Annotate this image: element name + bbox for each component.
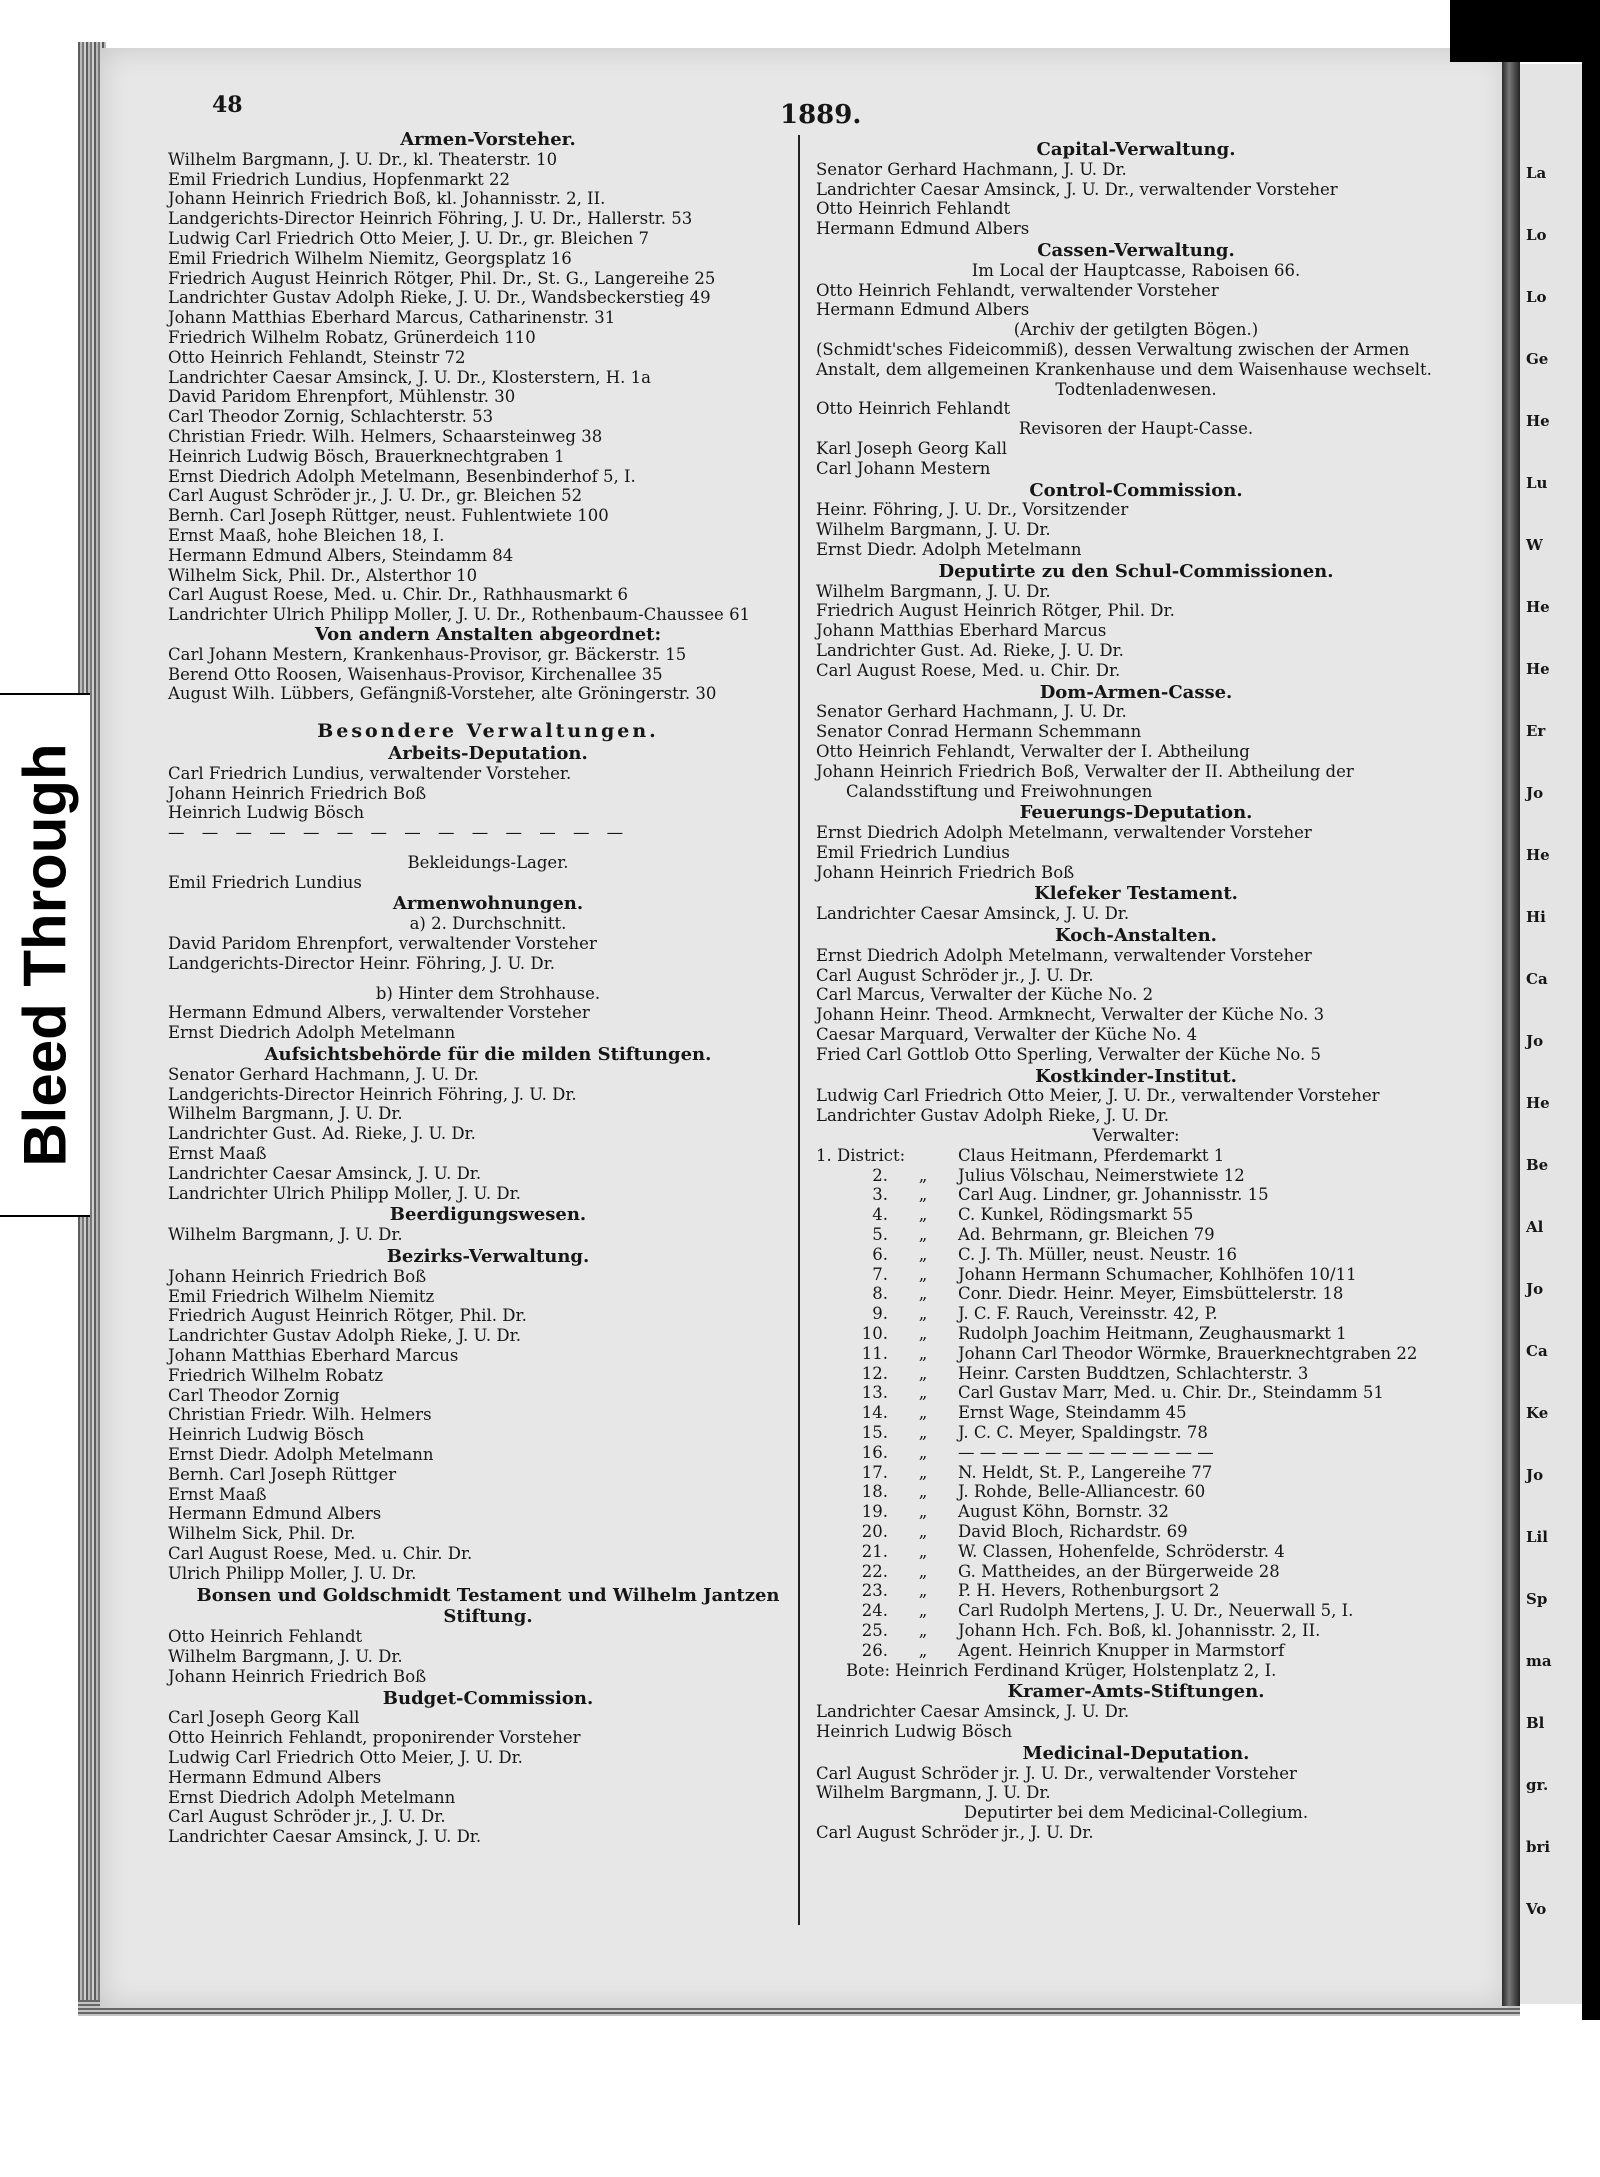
district-administrator: Julius Völschau, Neimerstwiete 12	[958, 1165, 1245, 1185]
ditto-mark: „	[918, 1640, 928, 1660]
bleed-through-label-box	[0, 693, 90, 1217]
next-page-fragment: Lo	[1526, 288, 1547, 306]
entry-line: Landrichter Caesar Amsinck, J. U. Dr.	[168, 1827, 482, 1847]
ditto-mark: „	[918, 1541, 928, 1561]
entry-line: Hermann Edmund Albers, Steindamm 84	[168, 545, 514, 565]
entry-line: Landrichter Gustav Adolph Rieke, J. U. Dr.	[816, 1106, 1169, 1126]
centered-subtitle: Im Local der Hauptcasse, Raboisen 66.	[971, 260, 1301, 280]
entry-line: Carl Marcus, Verwalter der Küche No. 2	[816, 985, 1154, 1005]
next-page-fragment: Hi	[1526, 908, 1546, 926]
entry-line: Wilhelm Bargmann, J. U. Dr.	[816, 1783, 1051, 1803]
district-entry	[816, 1225, 1456, 1245]
entry-line: Senator Gerhard Hachmann, J. U. Dr.	[816, 702, 1127, 722]
entry-line: Johann Heinrich Friedrich Boß	[168, 1266, 427, 1286]
next-page-fragment: Ca	[1526, 1342, 1548, 1360]
district-entry	[816, 1463, 1456, 1483]
entry-line: Wilhelm Bargmann, J. U. Dr., kl. Theaterstr. 10	[168, 149, 558, 169]
ditto-mark: „	[918, 1423, 928, 1442]
entry-line: Landgerichts-Director Heinr. Föhring, J. U. Dr.	[168, 953, 555, 973]
district-number: 19.	[861, 1502, 888, 1522]
entry-line: Carl Johann Mestern	[816, 458, 991, 478]
district-number: 3.	[872, 1185, 888, 1205]
next-page-fragment: Jo	[1526, 784, 1544, 802]
major-heading: Besondere Verwaltungen.	[317, 720, 659, 743]
district-entry	[816, 1146, 1456, 1166]
entry-line: Johann Heinrich Friedrich Boß	[816, 862, 1075, 882]
centered-subtitle: (Archiv der getilgten Bögen.)	[1013, 320, 1259, 340]
column-divider	[798, 135, 800, 1925]
district-entry	[816, 1344, 1456, 1364]
spacer	[168, 974, 808, 984]
ditto-mark: „	[918, 1185, 928, 1205]
entry-line: Ernst Diedrich Adolph Metelmann, verwaltender Vorsteher	[816, 945, 1312, 965]
centered-subtitle: Todtenladenwesen.	[1055, 379, 1217, 399]
ditto-mark: „	[918, 1324, 928, 1344]
entry-line: Wilhelm Bargmann, J. U. Dr.	[816, 581, 1051, 601]
district-administrator: Claus Heitmann, Pferdemarkt 1	[958, 1145, 1225, 1165]
district-number: 15.	[861, 1423, 888, 1442]
entry-line: Carl Theodor Zornig, Schlachterstr. 53	[168, 407, 494, 427]
next-page-fragment: Ge	[1526, 350, 1549, 368]
entry-line: Landrichter Caesar Amsinck, J. U. Dr.	[816, 1702, 1130, 1722]
district-entry	[816, 1542, 1456, 1562]
next-page-fragment: W	[1526, 536, 1543, 554]
section-heading: Aufsichtsbehörde für die milden Stiftungen.	[264, 1044, 712, 1066]
entry-line: Fried Carl Gottlob Otto Sperling, Verwalter der Küche No. 5	[816, 1044, 1321, 1064]
section-heading: Kostkinder-Institut.	[1035, 1065, 1237, 1087]
district-administrator: P. H. Hevers, Rothenburgsort 2	[958, 1581, 1220, 1601]
section-heading: Control-Commission.	[1029, 479, 1243, 501]
district-administrator: Heinr. Carsten Buddtzen, Schlachterstr. 3	[958, 1363, 1309, 1383]
entry-line: Carl August Roese, Med. u. Chir. Dr.	[816, 660, 1121, 680]
ditto-mark: „	[918, 1620, 928, 1640]
entry-line: Friedrich Wilhelm Robatz	[168, 1365, 384, 1385]
entry-line: Heinrich Ludwig Bösch	[168, 803, 365, 823]
entry-line: Carl August Roese, Med. u. Chir. Dr.	[168, 1543, 473, 1563]
next-page-fragment: Er	[1526, 722, 1546, 740]
entry-line: Heinrich Ludwig Bösch	[816, 1721, 1013, 1741]
entry-line: Senator Gerhard Hachmann, J. U. Dr.	[168, 1064, 479, 1084]
district-entry	[816, 1403, 1456, 1423]
district-administrator: J. C. F. Rauch, Vereinsstr. 42, P.	[958, 1304, 1218, 1324]
next-page-fragment: Jo	[1526, 1280, 1544, 1298]
entry-line: (Schmidt'sches Fideicommiß), dessen Verwaltung zwischen der Armen	[816, 339, 1410, 359]
entry-line: Johann Heinr. Theod. Armknecht, Verwalter der Küche No. 3	[816, 1005, 1325, 1025]
next-page-fragment: Lu	[1526, 474, 1548, 492]
next-page-fragment: Ke	[1526, 1404, 1549, 1422]
entry-line: Carl August Roese, Med. u. Chir. Dr., Rathhausmarkt 6	[168, 585, 628, 605]
ditto-mark: „	[918, 1383, 928, 1403]
ditto-mark: „	[918, 1244, 928, 1264]
ditto-mark: „	[918, 1581, 928, 1601]
next-page-fragment: Be	[1526, 1156, 1549, 1174]
entry-line: Bernh. Carl Joseph Rüttger, neust. Fuhlentwiete 100	[168, 506, 609, 526]
bleed-through-label: Bleed Through	[11, 743, 79, 1167]
entry-line: Friedrich Wilhelm Robatz, Grünerdeich 110	[168, 327, 536, 347]
district-entry	[816, 1324, 1456, 1344]
district-entry	[816, 1265, 1456, 1285]
entry-line: Carl Johann Mestern, Krankenhaus-Provisor, gr. Bäckerstr. 15	[168, 644, 687, 664]
ditto-mark: „	[918, 1601, 928, 1621]
district-number: 23.	[861, 1581, 888, 1601]
entry-line: Hermann Edmund Albers	[168, 1767, 382, 1787]
entry-line: Landrichter Gust. Ad. Rieke, J. U. Dr.	[168, 1124, 476, 1144]
district-administrator: W. Classen, Hohenfelde, Schröderstr. 4	[958, 1541, 1285, 1561]
section-heading: Stiftung.	[443, 1606, 533, 1628]
left-column	[168, 128, 808, 1847]
district-administrator: Carl Rudolph Mertens, J. U. Dr., Neuerwall 5, I.	[958, 1601, 1354, 1621]
entry-line: Otto Heinrich Fehlandt	[816, 399, 1011, 419]
district-administrator: — — — — — — — — — — — —	[958, 1442, 1214, 1462]
centered-subtitle: Bekleidungs-Lager.	[407, 852, 569, 872]
district-number: 17.	[861, 1462, 888, 1482]
district-administrator: N. Heldt, St. P., Langereihe 77	[958, 1462, 1213, 1482]
entry-line: Landrichter Caesar Amsinck, J. U. Dr.	[168, 1163, 482, 1183]
next-page-fragment: bri	[1526, 1838, 1551, 1856]
district-entry	[816, 1383, 1456, 1403]
next-page-fragment: Jo	[1526, 1032, 1544, 1050]
entry-line: Ulrich Philipp Moller, J. U. Dr.	[168, 1563, 417, 1583]
district-entry	[816, 1245, 1456, 1265]
section-heading: Dom-Armen-Casse.	[1039, 681, 1233, 703]
entry-line: Wilhelm Bargmann, J. U. Dr.	[168, 1646, 403, 1666]
district-number: 12.	[861, 1363, 888, 1383]
district-number: 10.	[861, 1324, 888, 1344]
entry-line: Otto Heinrich Fehlandt, proponirender Vorsteher	[168, 1728, 581, 1748]
ditto-mark: „	[918, 1462, 928, 1482]
next-page-fragment: Al	[1526, 1218, 1544, 1236]
ditto-mark: „	[918, 1482, 928, 1502]
entry-line: Emil Friedrich Wilhelm Niemitz	[168, 1286, 435, 1306]
section-heading: Beerdigungswesen.	[389, 1204, 587, 1226]
centered-subtitle: Deputirter bei dem Medicinal-Collegium.	[963, 1803, 1309, 1823]
next-page-fragment: Ca	[1526, 970, 1548, 988]
ditto-mark: „	[918, 1205, 928, 1225]
entry-line: Ernst Diedr. Adolph Metelmann	[816, 539, 1082, 559]
district-entry	[816, 1364, 1456, 1384]
centered-subtitle: b) Hinter dem Strohhause.	[375, 983, 601, 1003]
district-entry	[816, 1562, 1456, 1582]
district-entry	[816, 1205, 1456, 1225]
entry-line: Hermann Edmund Albers	[168, 1504, 382, 1524]
district-number: 1. District:	[816, 1145, 906, 1165]
section-heading: Cassen-Verwaltung.	[1037, 239, 1235, 261]
next-page-fragment: ma	[1526, 1652, 1552, 1670]
page-number: 48	[212, 92, 243, 118]
district-number: 7.	[872, 1264, 888, 1284]
section-heading: Kramer-Amts-Stiftungen.	[1007, 1681, 1265, 1703]
next-page-fragment: Jo	[1526, 1466, 1544, 1484]
entry-line: Hermann Edmund Albers, verwaltender Vorsteher	[168, 1003, 590, 1023]
indented-line: Bote: Heinrich Ferdinand Krüger, Holstenplatz 2, I.	[846, 1660, 1277, 1680]
entry-line: Heinrich Ludwig Bösch	[168, 1425, 365, 1445]
district-entry	[816, 1641, 1456, 1661]
district-entry	[816, 1185, 1456, 1205]
district-number: 21.	[861, 1541, 888, 1561]
district-number: 18.	[861, 1482, 888, 1502]
district-administrator: G. Mattheides, an der Bürgerweide 28	[958, 1561, 1280, 1581]
entry-line: Landrichter Gustav Adolph Rieke, J. U. Dr.	[168, 1326, 521, 1346]
district-administrator: C. Kunkel, Rödingsmarkt 55	[958, 1205, 1194, 1225]
district-number: 24.	[861, 1601, 888, 1621]
entry-line: Landrichter Ulrich Philipp Moller, J. U. Dr.	[168, 1183, 521, 1203]
centered-subtitle: a) 2. Durchschnitt.	[409, 914, 567, 934]
entry-line: Karl Joseph Georg Kall	[816, 438, 1008, 458]
section-heading: Armenwohnungen.	[392, 893, 584, 915]
section-subheading: Von andern Anstalten abgeordnet:	[314, 623, 662, 645]
right-column	[816, 138, 1456, 1843]
district-administrator: Johann Carl Theodor Wörmke, Brauerknechtgraben 22	[958, 1343, 1418, 1363]
indented-line: Calandsstiftung und Freiwohnungen	[846, 781, 1153, 801]
ditto-mark: „	[918, 1165, 928, 1185]
entry-line: Otto Heinrich Fehlandt, Verwalter der I. Abtheilung	[816, 741, 1250, 761]
entry-line: Bernh. Carl Joseph Rüttger	[168, 1464, 397, 1484]
district-entry	[816, 1482, 1456, 1502]
next-page-fragment: He	[1526, 846, 1550, 864]
section-heading: Medicinal-Deputation.	[1022, 1742, 1250, 1764]
ditto-mark: „	[918, 1225, 928, 1245]
entry-line: Emil Friedrich Wilhelm Niemitz, Georgsplatz 16	[168, 248, 572, 268]
entry-line: Ernst Maaß, hohe Bleichen 18, I.	[168, 525, 445, 545]
entry-line: Otto Heinrich Fehlandt	[168, 1627, 363, 1647]
entry-line: Wilhelm Bargmann, J. U. Dr.	[168, 1104, 403, 1124]
section-heading: Bonsen und Goldschmidt Testament und Wilhelm Jantzen	[196, 1584, 780, 1606]
district-administrator: Rudolph Joachim Heitmann, Zeughausmarkt 1	[958, 1324, 1347, 1344]
entry-line: Carl August Schröder jr., J. U. Dr., gr. Bleichen 52	[168, 486, 583, 506]
entry-line: Christian Friedr. Wilh. Helmers, Schaarsteinweg 38	[168, 426, 603, 446]
entry-line: Wilhelm Sick, Phil. Dr., Alsterthor 10	[168, 565, 478, 585]
entry-line: Emil Friedrich Lundius, Hopfenmarkt 22	[168, 169, 510, 189]
entry-line: Johann Matthias Eberhard Marcus	[168, 1346, 459, 1366]
next-page-sliver	[1520, 64, 1582, 2004]
entry-line: Carl August Schröder jr., J. U. Dr.	[816, 965, 1094, 985]
entry-line: Johann Heinrich Friedrich Boß	[168, 1666, 427, 1686]
district-number: 13.	[861, 1383, 888, 1403]
section-heading: Budget-Commission.	[382, 1687, 594, 1709]
district-number: 26.	[861, 1640, 888, 1660]
entry-line: Ernst Diedrich Adolph Metelmann, verwaltender Vorsteher	[816, 823, 1312, 843]
entry-line: David Paridom Ehrenpfort, Mühlenstr. 30	[168, 387, 516, 407]
entry-line: Wilhelm Bargmann, J. U. Dr.	[816, 520, 1051, 540]
section-heading: Arbeits-Deputation.	[388, 742, 588, 764]
district-administrator: David Bloch, Richardstr. 69	[958, 1521, 1188, 1541]
entry-line: Senator Conrad Hermann Schemmann	[816, 722, 1142, 742]
next-page-fragment: gr.	[1526, 1776, 1549, 1794]
entry-line: Ludwig Carl Friedrich Otto Meier, J. U. Dr., gr. Bleichen 7	[168, 228, 649, 248]
centered-subtitle: Verwalter:	[1092, 1126, 1180, 1146]
entry-line: Carl August Schröder jr., J. U. Dr.	[168, 1807, 446, 1827]
district-administrator: Carl Gustav Marr, Med. u. Chir. Dr., Steindamm 51	[958, 1383, 1384, 1403]
entry-line: Landrichter Caesar Amsinck, J. U. Dr., Klosterstern, H. 1a	[168, 367, 651, 387]
entry-line: Otto Heinrich Fehlandt, verwaltender Vorsteher	[816, 280, 1219, 300]
section-heading: Armen-Vorsteher.	[400, 129, 576, 150]
ditto-mark: „	[918, 1264, 928, 1284]
entry-line: Ernst Diedr. Adolph Metelmann	[168, 1445, 434, 1464]
entry-line: Emil Friedrich Lundius	[168, 872, 362, 892]
entry-line: Otto Heinrich Fehlandt, Steinstr 72	[168, 347, 466, 367]
entry-line: Heinrich Ludwig Bösch, Brauerknechtgraben 1	[168, 446, 565, 466]
district-number: 14.	[861, 1403, 888, 1423]
district-number: 16.	[861, 1442, 888, 1462]
ditto-mark: „	[918, 1304, 928, 1324]
district-entry	[816, 1304, 1456, 1324]
entry-line: Carl August Schröder jr. J. U. Dr., verwaltender Vorsteher	[816, 1763, 1297, 1783]
centered-subtitle: Revisoren der Haupt-Casse.	[1018, 419, 1254, 439]
next-page-fragment: Lil	[1526, 1528, 1548, 1546]
entry-line: Johann Matthias Eberhard Marcus, Catharinenstr. 31	[168, 308, 616, 328]
entry-line: Friedrich August Heinrich Rötger, Phil. Dr.	[168, 1306, 527, 1326]
entry-line: Johann Matthias Eberhard Marcus	[816, 621, 1107, 641]
district-number: 2.	[872, 1165, 888, 1185]
entry-line: Anstalt, dem allgemeinen Krankenhause und dem Waisenhause wechselt.	[816, 359, 1432, 379]
entry-line: Ernst Maaß	[168, 1144, 267, 1164]
section-heading: Capital-Verwaltung.	[1036, 139, 1236, 160]
entry-line: Berend Otto Roosen, Waisenhaus-Provisor, Kirchenallee 35	[168, 664, 663, 684]
ditto-mark: „	[918, 1561, 928, 1581]
entry-line: Otto Heinrich Fehlandt	[816, 199, 1011, 219]
entry-line: Carl Joseph Georg Kall	[168, 1708, 360, 1728]
entry-line: Ludwig Carl Friedrich Otto Meier, J. U. Dr., verwaltender Vorsteher	[816, 1086, 1380, 1106]
entry-line: Friedrich August Heinrich Rötger, Phil. Dr.	[816, 601, 1175, 621]
entry-line: Hermann Edmund Albers	[816, 300, 1030, 320]
next-page-fragment: He	[1526, 1094, 1550, 1112]
district-administrator: J. Rohde, Belle-Alliancestr. 60	[958, 1482, 1206, 1502]
district-number: 22.	[861, 1561, 888, 1581]
ditto-mark: „	[918, 1403, 928, 1423]
district-number: 8.	[872, 1284, 888, 1304]
next-page-fragment: Bl	[1526, 1714, 1545, 1732]
entry-line: Senator Gerhard Hachmann, J. U. Dr.	[816, 159, 1127, 179]
district-administrator: Johann Hch. Fch. Boß, kl. Johannisstr. 2, II.	[958, 1620, 1321, 1640]
ditto-mark: „	[918, 1502, 928, 1522]
district-entry	[816, 1601, 1456, 1621]
district-number: 6.	[872, 1244, 888, 1264]
district-administrator: August Köhn, Bornstr. 32	[958, 1502, 1169, 1522]
entry-line: Emil Friedrich Lundius	[816, 842, 1010, 862]
district-administrator: J. C. C. Meyer, Spaldingstr. 78	[958, 1423, 1208, 1442]
district-number: 25.	[861, 1620, 888, 1640]
district-number: 11.	[861, 1343, 888, 1363]
district-entry	[816, 1502, 1456, 1522]
entry-line: Landrichter Ulrich Philipp Moller, J. U. Dr., Rothenbaum-Chaussee 61	[168, 605, 751, 625]
section-heading: Deputirte zu den Schul-Commissionen.	[938, 560, 1334, 582]
ditto-mark: „	[918, 1343, 928, 1363]
entry-line: Ludwig Carl Friedrich Otto Meier, J. U. Dr.	[168, 1747, 523, 1767]
entry-line: David Paridom Ehrenpfort, verwaltender Vorsteher	[168, 934, 597, 954]
next-page-fragment: Vo	[1526, 1900, 1547, 1918]
next-page-fragment: He	[1526, 660, 1550, 678]
entry-line: Ernst Diedrich Adolph Metelmann, Besenbinderhof 5, I.	[168, 466, 636, 486]
next-page-fragment: He	[1526, 412, 1550, 430]
district-entry	[816, 1284, 1456, 1304]
next-page-fragment: La	[1526, 164, 1547, 182]
ditto-mark: „	[918, 1442, 928, 1462]
scan-border-top	[1450, 0, 1600, 62]
district-administrator: Agent. Heinrich Knupper in Marmstorf	[958, 1640, 1285, 1660]
district-number: 9.	[872, 1304, 888, 1324]
entry-line: Carl Theodor Zornig	[168, 1385, 340, 1405]
district-number: 4.	[872, 1205, 888, 1225]
spacer	[168, 843, 808, 853]
section-heading: Bezirks-Verwaltung.	[386, 1246, 590, 1268]
entry-line: Landgerichts-Director Heinrich Föhring, J. U. Dr.	[168, 1084, 577, 1104]
section-heading: Feuerungs-Deputation.	[1019, 802, 1253, 824]
entry-line: Landrichter Gust. Ad. Rieke, J. U. Dr.	[816, 640, 1124, 660]
page-year: 1889.	[780, 100, 862, 130]
entry-line: Johann Heinrich Friedrich Boß	[168, 783, 427, 803]
district-administrator: Conr. Diedr. Heinr. Meyer, Eimsbüttelerstr. 18	[958, 1284, 1344, 1304]
entry-line: Christian Friedr. Wilh. Helmers	[168, 1405, 432, 1425]
district-entry	[816, 1423, 1456, 1443]
district-entry	[816, 1166, 1456, 1186]
entry-line: Carl August Schröder jr., J. U. Dr.	[816, 1822, 1094, 1842]
district-entry	[816, 1522, 1456, 1542]
entry-line: Caesar Marquard, Verwalter der Küche No. 4	[816, 1025, 1198, 1045]
entry-line: Landrichter Gustav Adolph Rieke, J. U. Dr., Wandsbeckerstieg 49	[168, 288, 711, 308]
entry-line: Landrichter Caesar Amsinck, J. U. Dr., verwaltender Vorsteher	[816, 179, 1338, 199]
entry-line: Landgerichts-Director Heinrich Föhring, J. U. Dr., Hallerstr. 53	[168, 209, 693, 229]
entry-line: Ernst Maaß	[168, 1484, 267, 1504]
dash-separator: — — — — — — — — — — — — — —	[168, 823, 630, 843]
ditto-mark: „	[918, 1284, 928, 1304]
section-heading: Koch-Anstalten.	[1055, 925, 1217, 947]
district-entry	[816, 1621, 1456, 1641]
entry-line: Wilhelm Bargmann, J. U. Dr.	[168, 1225, 403, 1245]
district-administrator: Johann Hermann Schumacher, Kohlhöfen 10/11	[958, 1264, 1357, 1284]
district-entry	[816, 1443, 1456, 1463]
book-gutter	[1502, 56, 1520, 2006]
entry-line: Heinr. Föhring, J. U. Dr., Vorsitzender	[816, 500, 1129, 520]
entry-line: Johann Heinrich Friedrich Boß, kl. Johannisstr. 2, II.	[168, 189, 606, 209]
scan-border-right	[1582, 0, 1600, 2020]
section-heading: Klefeker Testament.	[1034, 883, 1238, 905]
district-administrator: Ernst Wage, Steindamm 45	[958, 1403, 1187, 1423]
entry-line: Johann Heinrich Friedrich Boß, Verwalter der II. Abtheilung der	[816, 761, 1354, 781]
next-page-fragment: Sp	[1526, 1590, 1548, 1608]
entry-line: Landrichter Caesar Amsinck, J. U. Dr.	[816, 904, 1130, 924]
entry-line: Ernst Diedrich Adolph Metelmann	[168, 1023, 456, 1043]
entry-line: Wilhelm Sick, Phil. Dr.	[168, 1524, 356, 1544]
ditto-mark: „	[918, 1363, 928, 1383]
next-page-fragment: He	[1526, 598, 1550, 616]
entry-line: Friedrich August Heinrich Rötger, Phil. Dr., St. G., Langereihe 25	[168, 268, 716, 288]
next-page-fragment: Lo	[1526, 226, 1547, 244]
district-number: 5.	[872, 1225, 888, 1245]
district-administrator: Ad. Behrmann, gr. Bleichen 79	[958, 1225, 1215, 1245]
entry-line: August Wilh. Lübbers, Gefängniß-Vorsteher, alte Gröningerstr. 30	[168, 684, 717, 704]
district-administrator: C. J. Th. Müller, neust. Neustr. 16	[958, 1244, 1237, 1264]
entry-line: Ernst Diedrich Adolph Metelmann	[168, 1787, 456, 1807]
entry-line: Carl Friedrich Lundius, verwaltender Vorsteher.	[168, 763, 572, 783]
ditto-mark: „	[918, 1521, 928, 1541]
entry-line: Hermann Edmund Albers	[816, 219, 1030, 239]
district-entry	[816, 1581, 1456, 1601]
district-administrator: Carl Aug. Lindner, gr. Johannisstr. 15	[958, 1185, 1269, 1205]
district-number: 20.	[861, 1521, 888, 1541]
